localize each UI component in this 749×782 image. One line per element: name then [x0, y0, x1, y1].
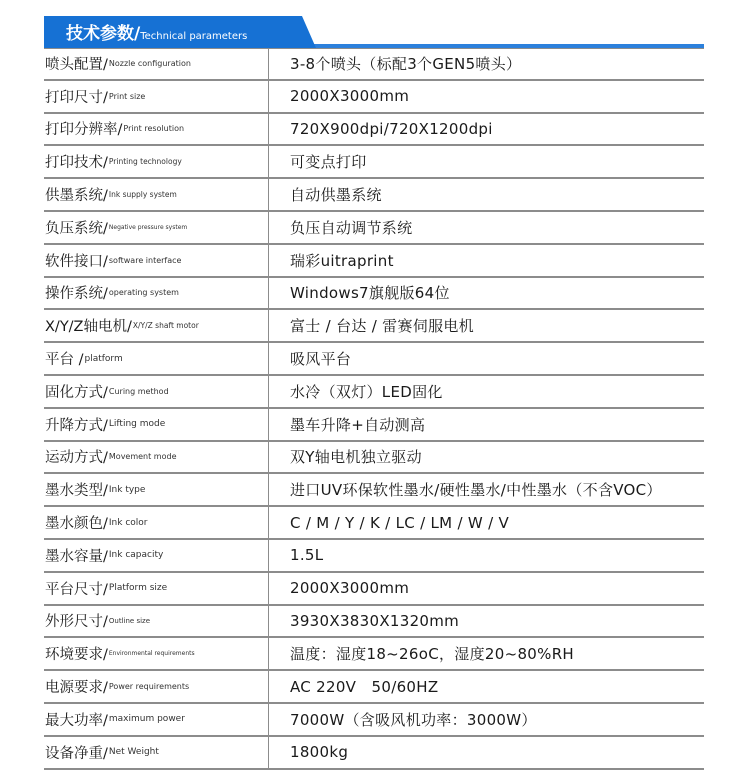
spec-label-en: Printing technology: [108, 157, 182, 167]
spec-value: 自动供墨系统: [290, 186, 382, 205]
column-divider: [268, 671, 269, 702]
spec-label: [45, 179, 267, 210]
spec-value: 水冷（双灯）LED固化: [290, 382, 443, 401]
spec-label-cn: 平台尺寸/: [45, 581, 108, 598]
spec-label-en: Print size: [108, 91, 146, 101]
spec-label-en: Movement mode: [108, 452, 177, 462]
spec-label-en: software interface: [108, 255, 182, 265]
spec-label-en: Lifting mode: [108, 419, 166, 430]
column-divider: [268, 442, 269, 473]
spec-row: [44, 114, 704, 147]
spec-label-en: operating system: [108, 288, 179, 298]
spec-label-cn: 固化方式/: [45, 384, 108, 401]
spec-label-en: Curing method: [108, 386, 169, 396]
spec-row: [44, 737, 704, 770]
column-divider: [268, 278, 269, 309]
spec-value: 720X900dpi/720X1200dpi: [290, 119, 493, 138]
spec-label-en: Ink type: [108, 484, 146, 495]
spec-label-cn: 运动方式/: [45, 450, 108, 467]
spec-label: [45, 310, 267, 341]
spec-label-cn: 平台 /: [45, 352, 84, 369]
column-divider: [268, 606, 269, 637]
spec-label: [45, 245, 267, 276]
spec-value: 7000W（含吸风机功率：3000W）: [290, 710, 537, 729]
spec-label-cn: 环境要求/: [45, 647, 108, 664]
spec-label-cn: 墨水容量/: [45, 548, 108, 565]
spec-row: [44, 81, 704, 114]
spec-value: Windows7旗舰版64位: [290, 284, 450, 303]
spec-value: 瑞彩uitraprint: [290, 251, 394, 270]
spec-label-cn: 升降方式/: [45, 417, 108, 434]
spec-row: [44, 704, 704, 737]
spec-value: 可变点打印: [290, 153, 367, 172]
spec-label-en: Ink capacity: [108, 550, 164, 561]
column-divider: [268, 573, 269, 604]
spec-label: [45, 49, 267, 79]
spec-row: [44, 245, 704, 278]
spec-value: 进口UV环保软性墨水/硬性墨水/中性墨水（不含VOC）: [290, 481, 662, 500]
spec-row: [44, 671, 704, 704]
column-divider: [268, 704, 269, 735]
spec-label-en: Environmental requirements: [108, 650, 195, 658]
spec-label: [45, 638, 267, 669]
spec-label-en: Net Weight: [108, 747, 159, 758]
spec-label-cn: 喷头配置/: [45, 57, 108, 74]
header-title: [66, 19, 247, 44]
spec-label: [45, 81, 267, 112]
column-divider: [268, 474, 269, 505]
spec-label: [45, 376, 267, 407]
spec-value: 1.5L: [290, 546, 324, 565]
spec-value: 墨车升降+自动测高: [290, 415, 426, 434]
spec-row: [44, 540, 704, 573]
spec-label: [45, 409, 267, 440]
spec-row: [44, 179, 704, 212]
spec-row: [44, 474, 704, 507]
spec-label: [45, 442, 267, 473]
spec-label-cn: 最大功率/: [45, 712, 108, 729]
spec-label-en: Print resolution: [123, 124, 185, 134]
spec-row: [44, 212, 704, 245]
spec-label: [45, 606, 267, 637]
spec-value: 3930X3830X1320mm: [290, 611, 460, 630]
spec-label-cn: X/Y/Z轴电机/: [45, 319, 132, 336]
spec-label-en: Ink supply system: [108, 190, 177, 200]
spec-value: 富士 / 台达 / 雷赛伺服电机: [290, 317, 474, 336]
spec-value: AC 220V 50/60HZ: [290, 678, 439, 697]
spec-label-cn: 电源要求/: [45, 680, 108, 697]
spec-label: [45, 343, 267, 374]
spec-label-cn: 外形尺寸/: [45, 614, 108, 631]
spec-label-en: maximum power: [108, 714, 185, 725]
spec-label: [45, 507, 267, 538]
section-header: [44, 16, 704, 48]
spec-label-en: X/Y/Z shaft motor: [132, 321, 199, 331]
spec-value: 负压自动调节系统: [290, 218, 413, 237]
spec-label: [45, 114, 267, 145]
column-divider: [268, 245, 269, 276]
column-divider: [268, 212, 269, 243]
spec-label-cn: 墨水类型/: [45, 483, 108, 500]
spec-label: [45, 474, 267, 505]
spec-table: [44, 48, 704, 770]
spec-row: [44, 376, 704, 409]
spec-label-en: Platform size: [108, 583, 168, 594]
spec-row: [44, 48, 704, 81]
column-divider: [268, 376, 269, 407]
spec-value: 3-8个喷头（标配3个GEN5喷头）: [290, 55, 522, 74]
spec-label-cn: 打印尺寸/: [45, 89, 108, 106]
spec-label-cn: 墨水颜色/: [45, 516, 108, 533]
spec-label-cn: 打印技术/: [45, 155, 108, 172]
spec-row: [44, 573, 704, 606]
column-divider: [268, 540, 269, 571]
column-divider: [268, 638, 269, 669]
spec-label: [45, 573, 267, 604]
spec-label: [45, 146, 267, 177]
spec-label-cn: 操作系统/: [45, 286, 108, 303]
spec-label-en: Negative pressure system: [108, 223, 188, 231]
column-divider: [268, 507, 269, 538]
spec-label-en: Power requirements: [108, 682, 190, 692]
spec-value: 1800kg: [290, 743, 349, 762]
spec-value: 2000X3000mm: [290, 87, 410, 106]
column-divider: [268, 310, 269, 341]
spec-row: [44, 442, 704, 475]
spec-label-cn: 软件接口/: [45, 253, 108, 270]
spec-label: [45, 704, 267, 735]
spec-label: [45, 540, 267, 571]
spec-label-en: platform: [84, 353, 123, 364]
spec-label: [45, 278, 267, 309]
column-divider: [268, 179, 269, 210]
column-divider: [268, 737, 269, 768]
column-divider: [268, 343, 269, 374]
column-divider: [268, 409, 269, 440]
spec-row: [44, 606, 704, 639]
spec-row: [44, 278, 704, 311]
spec-value: 吸风平台: [290, 350, 352, 369]
spec-row: [44, 343, 704, 376]
spec-label-cn: 负压系统/: [45, 220, 108, 237]
spec-label-en: Outline size: [108, 616, 151, 625]
spec-row: [44, 409, 704, 442]
column-divider: [268, 146, 269, 177]
column-divider: [268, 114, 269, 145]
spec-value: 温度：湿度18~26oC，湿度20~80%RH: [290, 645, 574, 664]
spec-label: [45, 737, 267, 768]
spec-value: 2000X3000mm: [290, 579, 410, 598]
spec-label-cn: 打印分辨率/: [45, 122, 123, 139]
header-title-cn: 技术参数/: [66, 24, 141, 44]
spec-value: C / M / Y / K / LC / LM / W / V: [290, 513, 510, 532]
spec-label-cn: 供墨系统/: [45, 188, 108, 205]
column-divider: [268, 81, 269, 112]
spec-row: [44, 310, 704, 343]
spec-label-en: Ink color: [108, 517, 148, 528]
spec-row: [44, 507, 704, 540]
header-title-en: Technical parameters: [140, 31, 248, 42]
spec-label-en: Nozzle configuration: [108, 59, 191, 69]
spec-label: [45, 212, 267, 243]
spec-row: [44, 638, 704, 671]
spec-value: 双Y轴电机独立驱动: [290, 448, 422, 467]
spec-row: [44, 146, 704, 179]
spec-label: [45, 671, 267, 702]
column-divider: [268, 49, 269, 79]
spec-label-cn: 设备净重/: [45, 745, 108, 762]
